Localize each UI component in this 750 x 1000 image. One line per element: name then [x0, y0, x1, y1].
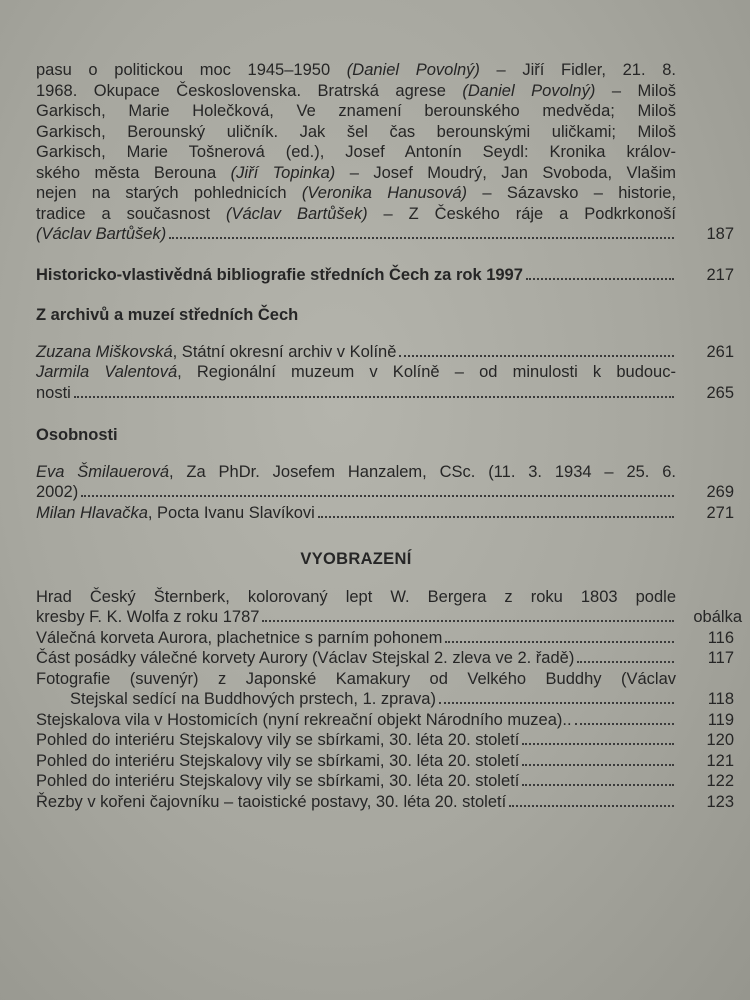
illustration-line: [36, 751, 676, 772]
toc-entry-title-cont: 2002): [36, 483, 79, 501]
leader-dots: [262, 619, 674, 622]
toc-entry-title-cont: nosti: [36, 383, 71, 402]
review-line: Garkisch, Marie Tošnerová (ed.), Josef Antonín Seydl: Kronika králov-: [36, 143, 676, 161]
toc-entry-author: Eva Šmilauerová: [36, 462, 169, 481]
leader-dots: [318, 515, 674, 518]
leader-dots: [81, 494, 674, 497]
review-line: 1968. Okupace Československa. Bratrská agrese (Daniel Povolný) – Miloš: [36, 81, 676, 100]
page-number: obálka: [693, 608, 742, 626]
review-line: Garkisch, Berounský uličník. Jak šel čas berounskými uličkami; Miloš: [36, 122, 676, 141]
illustration-title: Stejskalova vila v Hostomicích (nyní rekreační objekt Národního muzea)..: [36, 710, 572, 729]
illustration-first-line: Hrad Český Šternberk, kolorovaný lept W. Bergera z roku 1803 podle: [36, 587, 676, 606]
illustration-entry: [36, 648, 736, 669]
illustration-entry: [36, 669, 736, 710]
illustration-line: [36, 730, 676, 751]
page-number: 261: [706, 342, 734, 361]
section-title: Historicko-vlastivědná bibliografie středních Čech za rok 1997: [36, 265, 523, 284]
illustration-line: [36, 771, 676, 792]
illustration-entry: [36, 587, 742, 628]
illustrations-list: [36, 587, 742, 813]
illustration-title: Pohled do interiéru Stejskalovy vily se sbírkami, 30. léta 20. století: [36, 751, 520, 770]
review-line: ského města Berouna (Jiří Topinka) – Josef Moudrý, Jan Svoboda, Vlašim: [36, 163, 676, 182]
reviewer-name: (Daniel Povolný): [346, 61, 480, 79]
toc-entry-reviews: [36, 60, 736, 245]
page-number: 122: [706, 772, 734, 790]
illustration-entry: [36, 792, 736, 813]
illustration-line: [36, 689, 676, 710]
reviewer-name: (Daniel Povolný): [462, 81, 596, 100]
toc-entry-author: Zuzana Miškovská: [36, 342, 173, 361]
illustration-line: [36, 607, 676, 628]
leader-dots: [74, 395, 674, 398]
toc-entry: [36, 362, 736, 403]
toc-entry-author: (Václav Bartůšek): [36, 225, 167, 243]
review-line: Garkisch, Marie Holečková, Ve znamení berounského medvěda; Miloš: [36, 102, 676, 120]
illustration-entry: [36, 751, 736, 772]
toc-entry: [36, 342, 736, 363]
illustration-title: Válečná korveta Aurora, plachetnice s parním pohonem: [36, 628, 443, 647]
illustration-entry: [36, 628, 736, 649]
review-line: tradice a současnost (Václav Bartůšek) – Z Českého ráje a Podkrkonoší: [36, 204, 677, 223]
toc-entry-first-line: [36, 462, 676, 483]
page-number: 123: [706, 792, 734, 811]
section-heading-archives: Z archivů a muzeí středních Čech: [36, 306, 299, 324]
illustration-title: Řezby v kořeni čajovníku – taoistické postavy, 30. léta 20. století: [36, 792, 507, 811]
leader-dots: [439, 701, 674, 704]
leader-dots: [577, 660, 674, 663]
page-number: 217: [706, 265, 734, 284]
illustration-title: kresby F. K. Wolfa z roku 1787: [36, 608, 260, 626]
illustration-title: Stejskal sedící na Buddhových prstech, 1. zprava): [70, 690, 436, 708]
leader-dots: [575, 722, 674, 725]
page-number: 116: [707, 628, 734, 647]
toc-entry-last-line: [36, 482, 676, 503]
toc-entry-line: [36, 503, 676, 524]
reviewer-name: (Jiří Topinka): [230, 163, 336, 182]
toc-entry-line: [36, 342, 676, 363]
page-number: 120: [706, 731, 734, 749]
leader-dots: [169, 236, 674, 239]
leader-dots: [526, 277, 674, 280]
review-line: pasu o politickou moc 1945–1950 (Daniel Povolný) – Jiří Fidler, 21. 8.: [36, 61, 676, 79]
leader-dots: [522, 742, 674, 745]
reviewer-name: (Václav Bartůšek): [226, 204, 368, 223]
leader-dots: [522, 783, 674, 786]
toc-entry-author: Jarmila Valentová: [36, 363, 178, 381]
toc-entry-title: , Státní okresní archiv v Kolíně: [172, 342, 397, 361]
section-heading-illustrations: VYOBRAZENÍ: [300, 550, 412, 568]
illustration-first-line: Fotografie (suvenýr) z Japonské Kamakury od Velkého Buddhy (Václav: [36, 669, 676, 688]
page-number: 118: [707, 690, 734, 708]
illustration-entry: [36, 771, 736, 792]
review-line: nejen na starých pohlednicích (Veronika Hanusová) – Sázavsko – historie,: [36, 184, 676, 202]
leader-dots: [509, 804, 674, 807]
illustration-line: [36, 628, 676, 649]
illustration-entry: [36, 730, 736, 751]
leader-dots: [445, 640, 674, 643]
reviewer-name: (Veronika Hanusová): [301, 184, 468, 202]
toc-entry-title: , Regionální muzeum v Kolíně – od minulosti k budouc-: [177, 363, 676, 381]
toc-entry-last-line: [36, 383, 676, 404]
illustration-line: [36, 710, 676, 731]
toc-entry-first-line: [36, 362, 676, 383]
page-number: 117: [707, 649, 734, 667]
toc-entry-last-line: [36, 224, 676, 245]
illustration-title: Pohled do interiéru Stejskalovy vily se sbírkami, 30. léta 20. století: [36, 731, 520, 749]
page-number: 187: [706, 225, 734, 243]
toc-entry: [36, 462, 736, 503]
toc-entry: [36, 503, 736, 524]
leader-dots: [399, 354, 674, 357]
illustration-title: Část posádky válečné korvety Aurory (Václav Stejskal 2. zleva ve 2. řadě): [36, 649, 575, 667]
persons-list: [36, 462, 736, 524]
illustration-line: [36, 648, 676, 669]
illustration-title: Pohled do interiéru Stejskalovy vily se sbírkami, 30. léta 20. století: [36, 772, 520, 790]
page-number: 121: [706, 751, 734, 770]
toc-page: [36, 60, 742, 812]
review-text: [36, 60, 736, 224]
illustration-line: [36, 792, 676, 813]
page-number: 269: [706, 483, 734, 501]
toc-entry-title: , Za PhDr. Josefem Hanzalem, CSc. (11. 3. 1934 – 25. 6.: [169, 462, 676, 481]
page-number: 271: [706, 503, 734, 522]
leader-dots: [522, 763, 674, 766]
toc-entry-title: , Pocta Ivanu Slavíkovi: [147, 503, 315, 522]
toc-entry-author: Milan Hlavačka: [36, 503, 148, 522]
illustration-entry: [36, 710, 736, 731]
toc-entry-bibliography: [36, 265, 736, 286]
section-heading-persons: Osobnosti: [36, 426, 118, 444]
archives-list: [36, 342, 736, 404]
page-number: 265: [706, 383, 734, 402]
page-number: 119: [707, 710, 734, 729]
